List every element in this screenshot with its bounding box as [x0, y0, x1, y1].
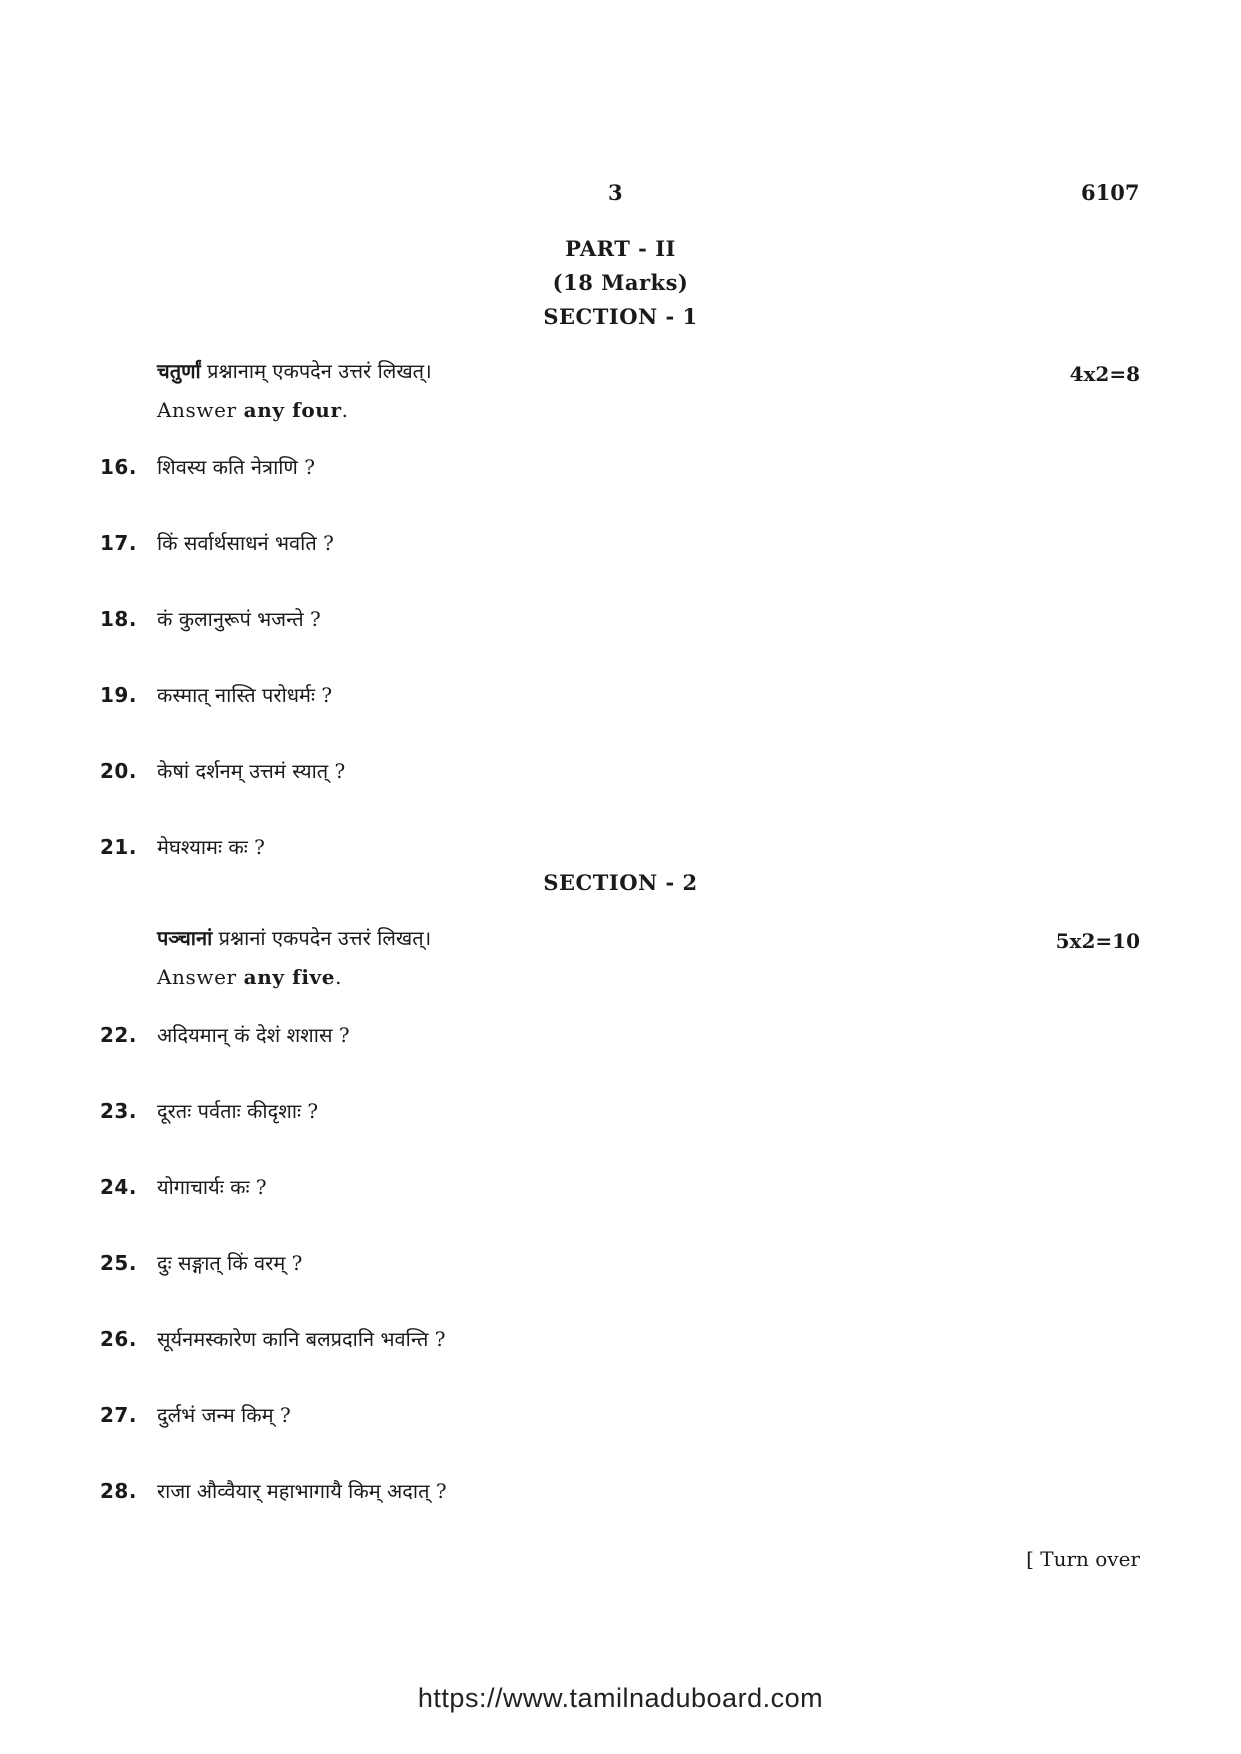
section-1-title: SECTION - 1: [543, 304, 698, 329]
question-text: कं कुलानुरूपं भजन्ते ?: [157, 607, 321, 631]
footer-url[interactable]: https://www.tamilnaduboard.com: [417, 1683, 824, 1713]
section-1-answer-instruction: [157, 398, 349, 422]
question-text: दुः सङ्गात् किं वरम् ?: [157, 1251, 303, 1275]
question-number: 25.: [100, 1251, 137, 1275]
question-number: 23.: [100, 1099, 137, 1123]
section-2-instruction: [157, 924, 431, 951]
question-22: [100, 1021, 350, 1048]
section-1-instruction: [157, 357, 432, 384]
question-number: 28.: [100, 1479, 137, 1503]
question-16: [100, 453, 315, 480]
question-28: [100, 1477, 447, 1504]
question-text: मेघश्यामः कः ?: [157, 835, 265, 859]
question-text: अदियमान् कं देशं शशास ?: [157, 1023, 350, 1047]
section-1-marks: 4x2=8: [1069, 362, 1140, 386]
section-2-instruction-bold: पञ्चानां: [157, 926, 213, 950]
answer-prefix: Answer: [157, 398, 244, 422]
question-number: 19.: [100, 683, 137, 707]
question-18: [100, 605, 321, 632]
section-1-instruction-bold: चतुर्णां: [157, 359, 201, 383]
section-2-instruction-rest: प्रश्नानां एकपदेन उत्तरं लिखत्।: [212, 926, 432, 950]
question-number: 18.: [100, 607, 137, 631]
question-27: [100, 1401, 291, 1428]
section-2-title: SECTION - 2: [543, 870, 698, 895]
question-number: 26.: [100, 1327, 137, 1351]
answer-suffix: .: [341, 398, 349, 422]
question-17: [100, 529, 334, 556]
question-text: योगाचार्यः कः ?: [157, 1175, 267, 1199]
question-24: [100, 1173, 267, 1200]
question-26: [100, 1325, 445, 1352]
question-text: कस्मात् नास्ति परोधर्मः ?: [157, 683, 333, 707]
question-text: शिवस्य कति नेत्राणि ?: [157, 455, 315, 479]
answer-bold: any four: [243, 398, 342, 422]
question-text: दुर्लभं जन्म किम् ?: [157, 1403, 291, 1427]
question-23: [100, 1097, 318, 1124]
question-number: 22.: [100, 1023, 137, 1047]
section-2-answer-instruction: [157, 965, 342, 989]
question-number: 24.: [100, 1175, 137, 1199]
question-number: 17.: [100, 531, 137, 555]
question-number: 27.: [100, 1403, 137, 1427]
answer-suffix: .: [335, 965, 343, 989]
question-text: राजा औव्वैयार् महाभागायै किम् अदात् ?: [157, 1479, 447, 1503]
question-number: 21.: [100, 835, 137, 859]
answer-prefix: Answer: [157, 965, 244, 989]
page-number: 3: [608, 180, 623, 205]
paper-code: 6107: [1081, 180, 1140, 205]
question-text: सूर्यनमस्कारेण कानि बलप्रदानि भवन्ति ?: [157, 1327, 446, 1351]
section-1-instruction-rest: प्रश्नानाम् एकपदेन उत्तरं लिखत्।: [200, 359, 432, 383]
question-number: 20.: [100, 759, 137, 783]
question-text: दूरतः पर्वताः कीदृशाः ?: [157, 1099, 319, 1123]
part-marks: (18 Marks): [552, 270, 689, 295]
part-title: PART - II: [565, 236, 676, 261]
question-text: किं सर्वार्थसाधनं भवति ?: [157, 531, 334, 555]
question-19: [100, 681, 332, 708]
question-21: [100, 833, 265, 860]
answer-bold: any five: [243, 965, 336, 989]
turn-over-note: [ Turn over: [1026, 1547, 1140, 1571]
section-2-marks: 5x2=10: [1055, 929, 1140, 953]
question-20: [100, 757, 345, 784]
question-25: [100, 1249, 302, 1276]
question-text: केषां दर्शनम् उत्तमं स्यात् ?: [157, 759, 346, 783]
question-number: 16.: [100, 455, 137, 479]
